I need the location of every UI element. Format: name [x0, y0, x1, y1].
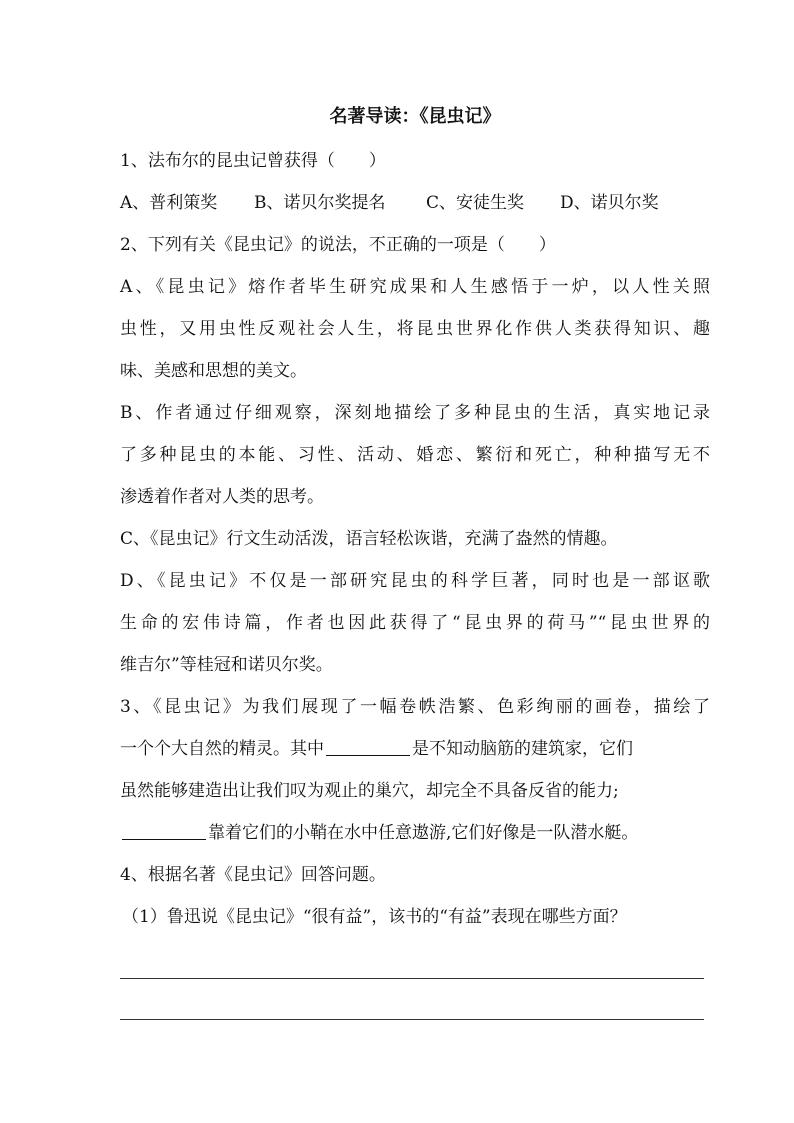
fill-blank-1[interactable] — [326, 754, 410, 756]
question-1-option-d: D、诺贝尔奖 — [560, 193, 659, 213]
question-4-stem: 4、根据名著《昆虫记》回答问题。 — [120, 865, 386, 885]
question-2-option-a-line-3: 味、美感和思想的美文。 — [120, 361, 307, 381]
question-4-sub-1: （1）鲁迅说《昆虫记》“很有益”，该书的“有益”表现在哪些方面？ — [122, 907, 627, 927]
question-2-option-a-line-1: A、《昆虫记》熔作者毕生研究成果和人生感悟于一炉，以人性关照 — [120, 277, 710, 297]
question-3-line-4 — [120, 812, 710, 854]
question-3-line-2-before: 一个个大自然的精灵。其中 — [120, 739, 324, 759]
question-2-option-d-line-2: 生命的宏伟诗篇，作者也因此获得了“昆虫界的荷马”“昆虫世界的 — [120, 613, 710, 633]
question-1-option-a: A、普利策奖 — [120, 193, 218, 213]
question-2-option-d-line-1: D、《昆虫记》不仅是一部研究昆虫的科学巨著，同时也是一部讴歌 — [120, 571, 710, 591]
question-1-option-b: B、诺贝尔奖提名 — [254, 193, 386, 213]
question-2-option-a-line-2: 虫性，又用虫性反观社会人生，将昆虫世界化作供人类获得知识、趣 — [120, 319, 710, 339]
question-3-line-3: 虽然能够建造出让我们叹为观止的巢穴，却完全不具备反省的能力; — [120, 781, 619, 801]
answer-line-2[interactable] — [120, 979, 704, 1020]
question-2-option-b-line-1: B、作者通过仔细观察，深刻地描绘了多种昆虫的生活，真实地记录 — [120, 403, 710, 423]
answer-line-1[interactable] — [120, 938, 704, 979]
question-1-options — [120, 182, 710, 224]
fill-blank-2[interactable] — [122, 838, 206, 840]
question-3-line-2-after: 是不知动脑筋的建筑家，它们 — [412, 739, 633, 759]
question-2-option-b-line-2: 了多种昆虫的本能、习性、活动、婚恋、繁衍和死亡，种种描写无不 — [120, 445, 710, 465]
question-3-line-2 — [120, 728, 710, 770]
question-2-option-d-line-3: 维吉尔”等桂冠和诺贝尔奖。 — [120, 655, 333, 675]
question-1-option-c: C、安徒生奖 — [426, 193, 525, 213]
question-2-option-b-line-3: 渗透着作者对人类的思考。 — [120, 487, 324, 507]
question-2-option-c: C、《昆虫记》行文生动活泼，语言轻松诙谐，充满了盎然的情趣。 — [120, 529, 618, 549]
question-1-stem: 1、法布尔的昆虫记曾获得（ ） — [120, 151, 386, 171]
question-2-stem: 2、下列有关《昆虫记》的说法，不正确的一项是（ ） — [120, 235, 556, 255]
page-title: 名著导读：《昆虫记》 — [329, 106, 501, 127]
question-3-line-1: 3、《昆虫记》为我们展现了一幅卷帙浩繁、色彩绚丽的画卷，描绘了 — [120, 697, 710, 717]
document-page — [120, 100, 710, 1020]
question-3-line-4-after: 靠着它们的小鞘在水中任意遨游,它们好像是一队潜水艇。 — [208, 823, 639, 843]
